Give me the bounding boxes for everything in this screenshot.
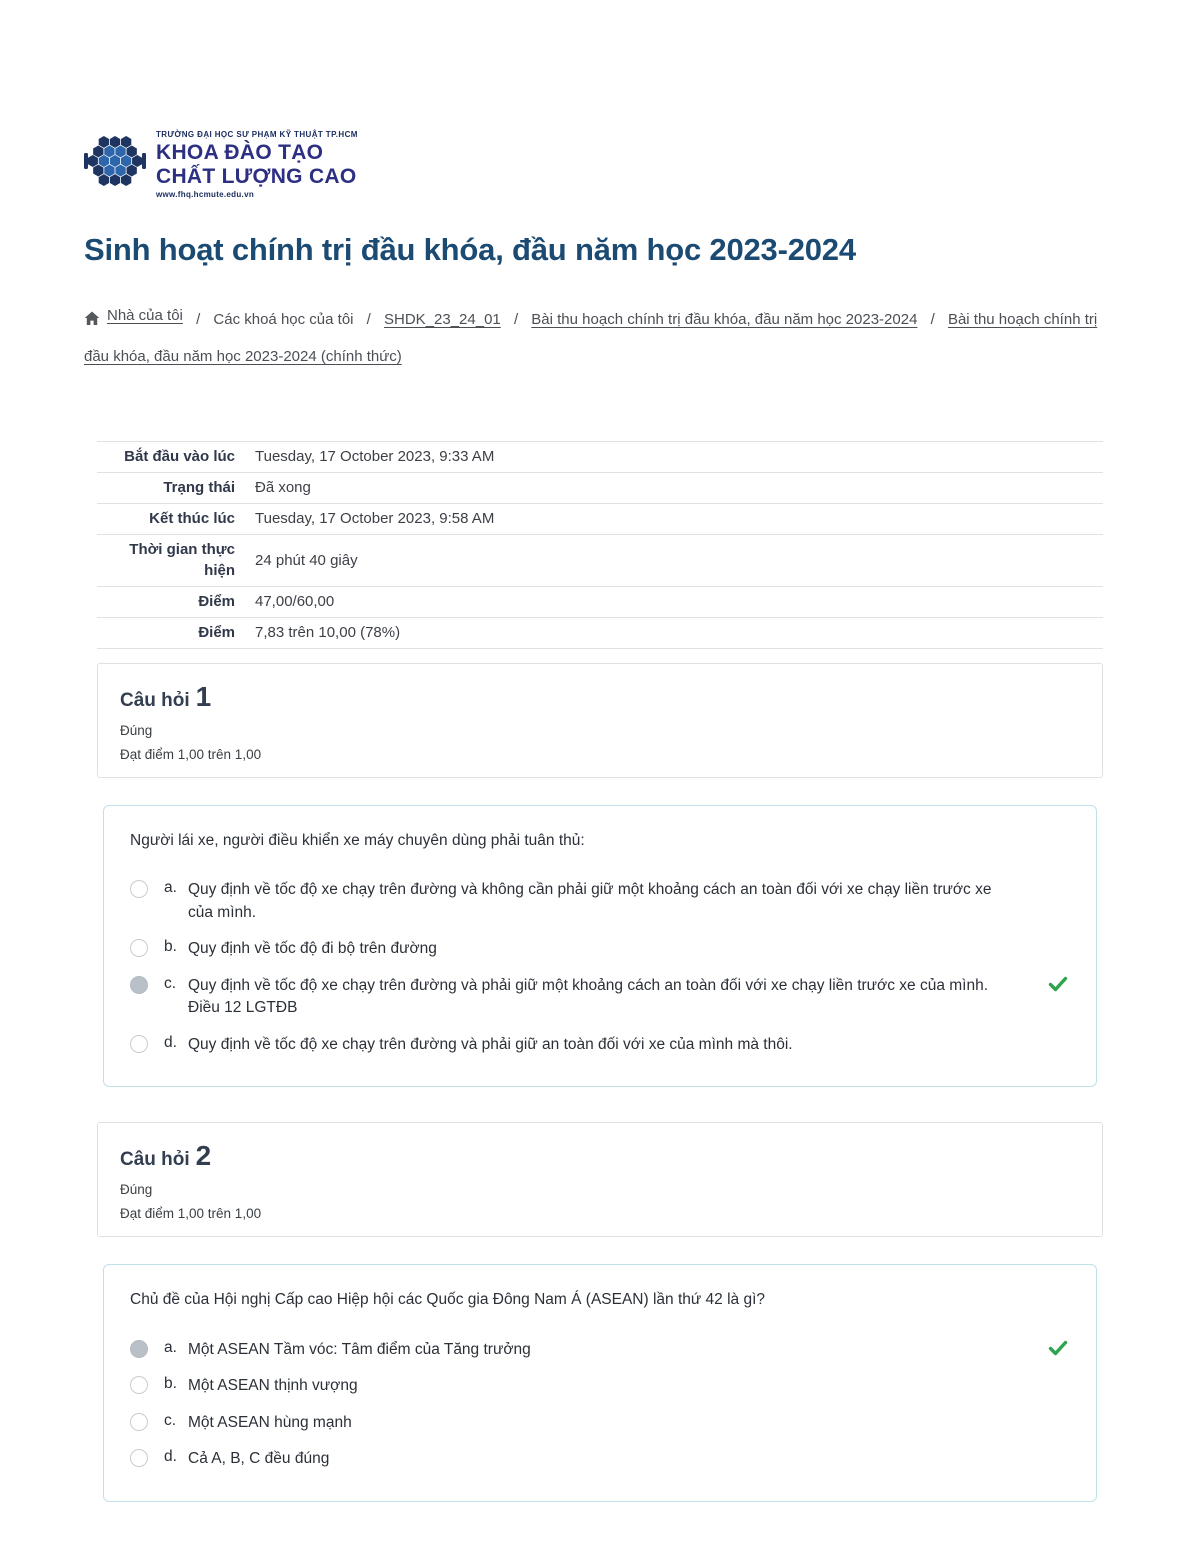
summary-label: Bắt đầu vào lúc [124, 448, 235, 466]
question-grade: Đạt điểm 1,00 trên 1,00 [120, 746, 262, 762]
summary-row [97, 534, 1103, 587]
summary-label: Kết thúc lúc [149, 509, 235, 527]
answer-option [130, 1034, 1070, 1056]
option-letter: b. [164, 938, 177, 956]
option-letter: d. [164, 1033, 177, 1051]
summary-row [97, 587, 1103, 618]
question-number: 1 [195, 680, 212, 712]
option-letter: a. [164, 879, 177, 897]
radio-button[interactable] [130, 1376, 148, 1394]
question-2-info-card [97, 1122, 1103, 1237]
logo-faculty-line2: CHẤT LƯỢNG CAO [156, 164, 357, 188]
question-header-label: Câu hỏi [120, 1149, 190, 1171]
radio-button[interactable] [130, 1035, 148, 1053]
breadcrumb-link-attempt[interactable]: Bài thu hoạch chính trị đầu khóa, đầu năm học 2023-2024 (chính thức) [84, 310, 1098, 365]
option-text: Một ASEAN hùng mạnh [188, 1413, 352, 1431]
summary-label: Điểm [198, 623, 235, 641]
option-text: Quy định về tốc độ đi bộ trên đường [188, 940, 437, 958]
breadcrumb [84, 298, 1103, 375]
option-letter: a. [164, 1338, 177, 1356]
summary-row [97, 617, 1103, 648]
answer-option [130, 1375, 1070, 1397]
summary-value: 7,83 trên 10,00 (78%) [255, 623, 401, 641]
option-letter: d. [164, 1448, 177, 1466]
logo-university-name: TRƯỜNG ĐẠI HỌC SƯ PHẠM KỸ THUẬT TP.HCM [156, 130, 358, 139]
breadcrumb-separator: / [930, 310, 935, 328]
option-text: Quy định về tốc độ xe chạy trên đường và không cần phải giữ một khoảng cách an toàn đối với xe chạy liền trước xe của mình. [188, 881, 992, 921]
breadcrumb-label: Nhà của tôi [107, 307, 183, 324]
page-title: Sinh hoạt chính trị đầu khóa, đầu năm học 2023-2024 [84, 232, 856, 267]
option-letter: c. [164, 974, 177, 992]
question-number: 2 [195, 1140, 212, 1172]
page-container [84, 0, 1103, 1502]
option-text: Một ASEAN Tầm vóc: Tâm điểm của Tăng trưởng [188, 1340, 531, 1358]
breadcrumb-separator: / [513, 310, 519, 328]
logo-website: www.fhq.hcmute.edu.vn [156, 190, 255, 200]
summary-label: Thời gian thực hiện [129, 540, 235, 580]
breadcrumb-item-courses: Các khoá học của tôi [213, 310, 354, 328]
option-text: Cả A, B, C đều đúng [188, 1450, 330, 1468]
radio-button[interactable] [130, 1413, 148, 1431]
question-grade: Đạt điểm 1,00 trên 1,00 [120, 1206, 262, 1222]
answer-option [130, 879, 1070, 924]
summary-row [97, 473, 1103, 504]
summary-value: Đã xong [255, 479, 311, 497]
correct-checkmark-icon [1048, 1340, 1068, 1362]
option-letter: b. [164, 1375, 177, 1393]
quiz-summary-table [97, 441, 1103, 648]
university-logo [84, 128, 1103, 208]
question-text: Chủ đề của Hội nghị Cấp cao Hiệp hội các Quốc gia Đông Nam Á (ASEAN) lần thứ 42 là gì? [130, 1291, 766, 1309]
question-status: Đúng [120, 1182, 153, 1198]
breadcrumb-link-quiz[interactable]: Bài thu hoạch chính trị đầu khóa, đầu năm học 2023-2024 [531, 310, 918, 328]
summary-label: Trạng thái [163, 479, 235, 497]
breadcrumb-link-course[interactable]: SHDK_23_24_01 [384, 310, 501, 328]
logo-hexagon-icon [84, 128, 146, 194]
summary-value: 47,00/60,00 [255, 593, 335, 611]
summary-label: Điểm [198, 593, 235, 611]
question-1-info-card [97, 663, 1103, 778]
option-text: Quy định về tốc độ xe chạy trên đường và phải giữ một khoảng cách an toàn đối với xe chạy liền trước xe của mình. Điều 12 LGTĐB [188, 976, 989, 1017]
radio-button[interactable] [130, 976, 148, 994]
question-header-label: Câu hỏi [120, 689, 190, 711]
summary-value: 24 phút 40 giây [255, 551, 358, 569]
answer-option [130, 1448, 1070, 1470]
answer-option [130, 1339, 1070, 1361]
option-text: Quy định về tốc độ xe chạy trên đường và phải giữ an toàn đối với xe của mình mà thôi. [188, 1035, 793, 1053]
summary-value: Tuesday, 17 October 2023, 9:33 AM [255, 448, 495, 466]
breadcrumb-separator: / [366, 310, 371, 328]
correct-checkmark-icon [1048, 976, 1068, 998]
home-icon [84, 311, 100, 326]
answer-option [130, 1412, 1070, 1434]
summary-value: Tuesday, 17 October 2023, 9:58 AM [255, 509, 495, 527]
radio-button[interactable] [130, 1449, 148, 1467]
question-1-content-card [103, 805, 1097, 1088]
question-text: Người lái xe, người điều khiển xe máy chuyên dùng phải tuân thủ: [130, 831, 585, 849]
question-status: Đúng [120, 722, 153, 738]
question-2-content-card [103, 1264, 1097, 1502]
breadcrumb-separator: / [196, 310, 201, 328]
logo-faculty-line1: KHOA ĐÀO TẠO [156, 141, 324, 164]
summary-row [97, 442, 1103, 473]
radio-button[interactable] [130, 1340, 148, 1358]
option-text: Một ASEAN thịnh vượng [188, 1377, 358, 1395]
answer-option [130, 938, 1070, 960]
breadcrumb-home-link[interactable] [84, 298, 183, 335]
summary-row [97, 503, 1103, 534]
radio-button[interactable] [130, 880, 148, 898]
radio-button[interactable] [130, 939, 148, 957]
answer-option [130, 975, 1070, 1020]
option-letter: c. [164, 1411, 177, 1429]
logo-text [156, 128, 358, 199]
